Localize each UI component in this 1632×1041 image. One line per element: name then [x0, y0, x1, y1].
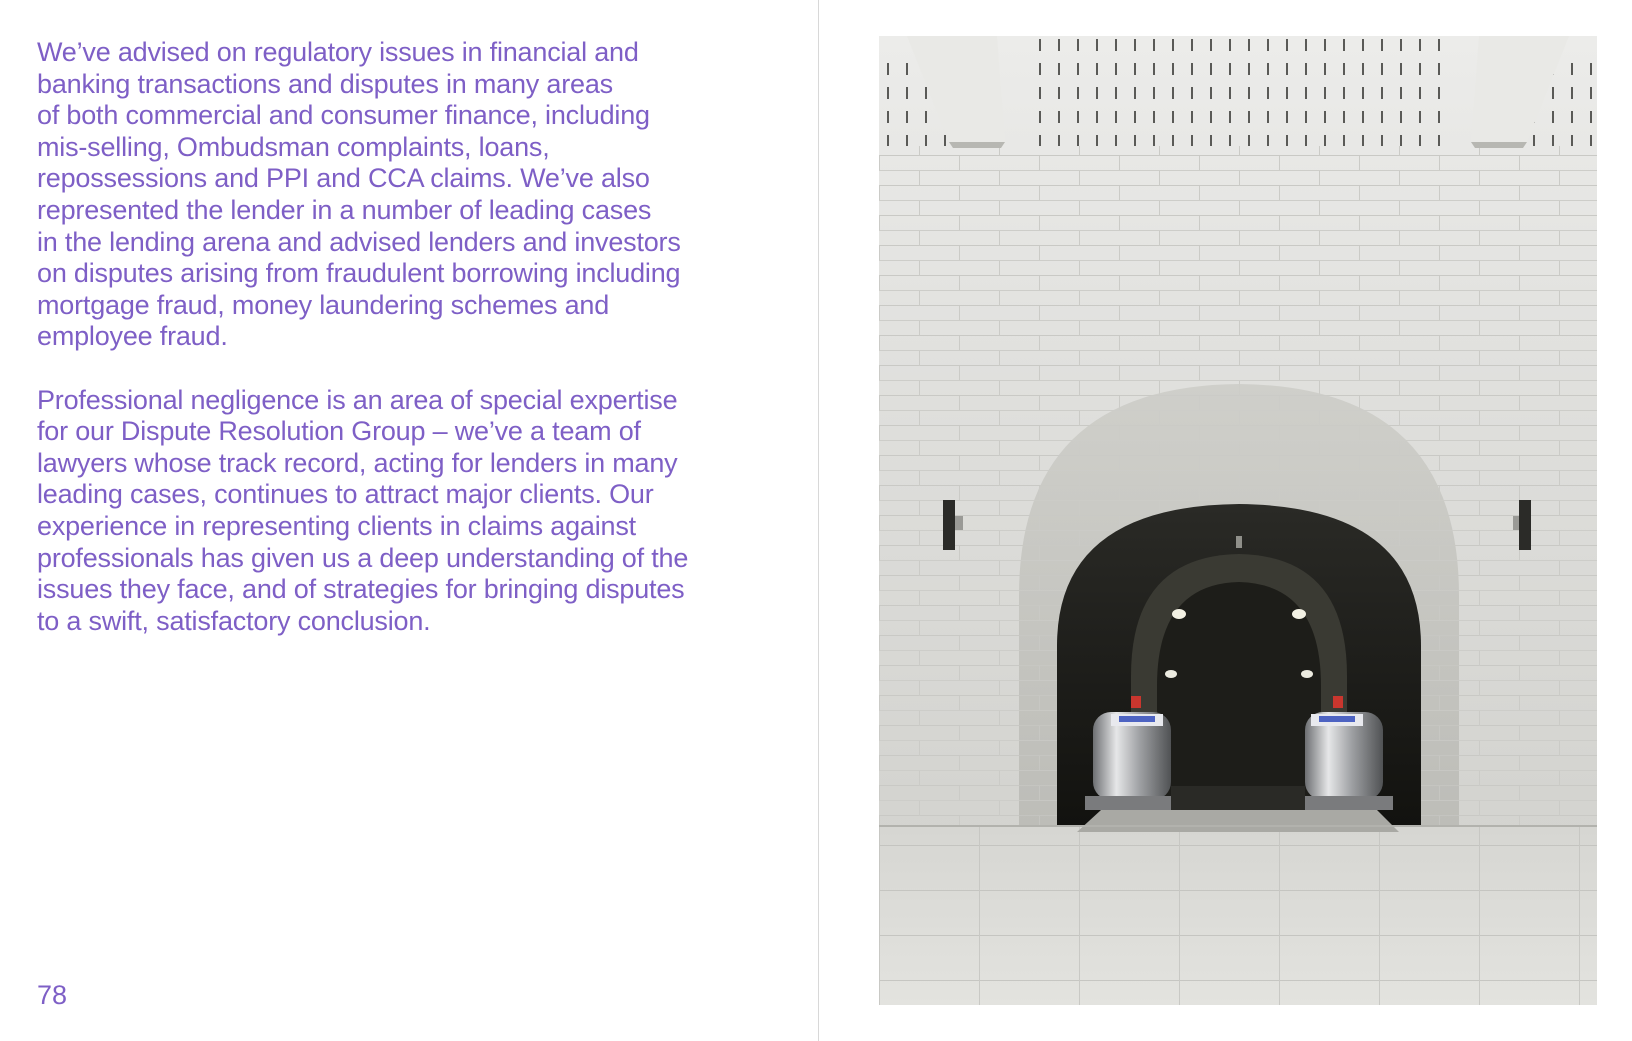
body-text: [37, 37, 807, 637]
page-number: 78: [37, 980, 68, 1010]
paragraph-2-line: leading cases, continues to attract major clients. Our: [37, 479, 654, 510]
paragraph-1-line: employee fraud.: [37, 321, 228, 352]
page-gutter: [818, 0, 819, 1041]
paragraph-2-line: professionals has given us a deep understanding of the: [37, 542, 689, 573]
paragraph-1-line: We’ve advised on regulatory issues in financial and: [37, 37, 639, 67]
paragraph-1-line: represented the lender in a number of leading cases: [37, 194, 652, 225]
paragraph-1-line: of both commercial and consumer finance, including: [37, 100, 650, 131]
paragraph-2-line: issues they face, and of strategies for bringing disputes: [37, 574, 685, 605]
paragraph-2-line: to a swift, satisfactory conclusion.: [37, 605, 431, 636]
paragraph-gap: [37, 353, 807, 385]
paragraph-1-line: on disputes arising from fraudulent borrowing including: [37, 258, 681, 289]
paragraph-1-line: mis-selling, Ombudsman complaints, loans,: [37, 131, 550, 162]
paragraph-2-line: experience in representing clients in claims against: [37, 510, 636, 541]
paragraph-2-line: lawyers whose track record, acting for lenders in many: [37, 447, 678, 478]
paragraph-1-line: banking transactions and disputes in many areas: [37, 68, 613, 99]
paragraph-1-line: in the lending arena and advised lenders and investors: [37, 226, 681, 257]
paragraph-2-line: for our Dispute Resolution Group – we’ve a team of: [37, 416, 641, 447]
paragraph-1-line: mortgage fraud, money laundering schemes and: [37, 289, 610, 320]
paragraph-2-line: Professional negligence is an area of special expertise: [37, 384, 678, 415]
photo-station-escalator-entrance: [879, 36, 1597, 1005]
paragraph-1-line: repossessions and PPI and CCA claims. We’ve also: [37, 163, 650, 194]
